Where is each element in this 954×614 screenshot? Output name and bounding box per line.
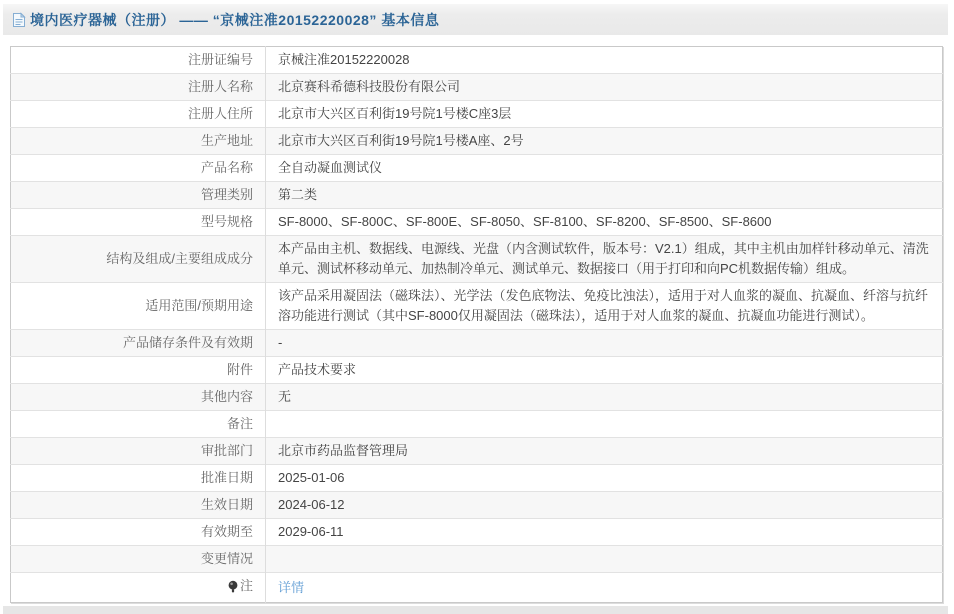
- row-label: 适用范围/预期用途: [11, 283, 266, 330]
- page: [0, 4, 954, 614]
- table-row: [11, 128, 943, 155]
- table-row: [11, 283, 943, 330]
- table-row: [11, 47, 943, 74]
- row-label: 产品储存条件及有效期: [11, 330, 266, 357]
- row-value: 2025-01-06: [266, 465, 943, 492]
- document-icon: [12, 12, 26, 28]
- row-value-note: [266, 573, 943, 603]
- row-value: 产品技术要求: [266, 357, 943, 384]
- table-row: [11, 209, 943, 236]
- row-label: 结构及组成/主要组成成分: [11, 236, 266, 283]
- page-title: 境内医疗器械（注册） —— “京械注准20152220028” 基本信息: [30, 11, 440, 28]
- table-row: [11, 182, 943, 209]
- row-value: [266, 546, 943, 573]
- table-row: [11, 384, 943, 411]
- table-row: [11, 101, 943, 128]
- table-row: [11, 411, 943, 438]
- note-label-text: 注: [239, 578, 253, 593]
- tip-icon: [227, 580, 239, 594]
- row-label: 批准日期: [11, 465, 266, 492]
- row-value: 第二类: [266, 182, 943, 209]
- table-row: [11, 357, 943, 384]
- table-row: [11, 465, 943, 492]
- row-value: 本产品由主机、数据线、电源线、光盘（内含测试软件，版本号：V2.1）组成，其中主机由加样针移动单元、清洗单元、测试杯移动单元、加热制冷单元、测试单元、数据接口（用于打印和向PC机数据传输）组成。: [266, 236, 943, 283]
- table-row: [11, 236, 943, 283]
- row-label: 注册证编号: [11, 47, 266, 74]
- bottom-strip: [3, 606, 948, 614]
- row-value: 全自动凝血测试仪: [266, 155, 943, 182]
- row-label: 审批部门: [11, 438, 266, 465]
- row-value: 2029-06-11: [266, 519, 943, 546]
- row-label: 产品名称: [11, 155, 266, 182]
- row-label: 型号规格: [11, 209, 266, 236]
- row-label-note: [11, 573, 266, 603]
- row-value: [266, 411, 943, 438]
- row-value: SF-8000、SF-800C、SF-800E、SF-8050、SF-8100、SF-8200、SF-8500、SF-8600: [266, 209, 943, 236]
- row-label: 其他内容: [11, 384, 266, 411]
- row-label: 附件: [11, 357, 266, 384]
- row-value: 2024-06-12: [266, 492, 943, 519]
- registration-info-table: [10, 46, 943, 603]
- table-row: [11, 74, 943, 101]
- table-row: [11, 546, 943, 573]
- table-row: [11, 519, 943, 546]
- row-label: 注册人名称: [11, 74, 266, 101]
- table-row: [11, 330, 943, 357]
- row-value: 北京赛科希德科技股份有限公司: [266, 74, 943, 101]
- header-bar: [3, 4, 948, 35]
- detail-link[interactable]: 详情: [278, 579, 305, 595]
- row-label: 管理类别: [11, 182, 266, 209]
- row-label: 生效日期: [11, 492, 266, 519]
- row-value: 北京市大兴区百利街19号院1号楼A座、2号: [266, 128, 943, 155]
- row-value: -: [266, 330, 943, 357]
- table-row-note: [11, 573, 943, 603]
- row-value: 北京市大兴区百利街19号院1号楼C座3层: [266, 101, 943, 128]
- row-label: 有效期至: [11, 519, 266, 546]
- row-value: 该产品采用凝固法（磁珠法）、光学法（发色底物法、免疫比浊法），适用于对人血浆的凝血、抗凝血、纤溶与抗纤溶功能进行测试（其中SF-8000仅用凝固法（磁珠法），适用于对人血浆的凝血、抗凝血功能进行测试）。: [266, 283, 943, 330]
- table-row: [11, 438, 943, 465]
- table-row: [11, 492, 943, 519]
- table-row: [11, 155, 943, 182]
- row-label: 生产地址: [11, 128, 266, 155]
- row-label: 备注: [11, 411, 266, 438]
- row-value: 京械注准20152220028: [278, 52, 410, 67]
- row-value: 北京市药品监督管理局: [266, 438, 943, 465]
- row-label: 注册人住所: [11, 101, 266, 128]
- row-label: 变更情况: [11, 546, 266, 573]
- table-wrap: [10, 46, 944, 603]
- row-value: 无: [266, 384, 943, 411]
